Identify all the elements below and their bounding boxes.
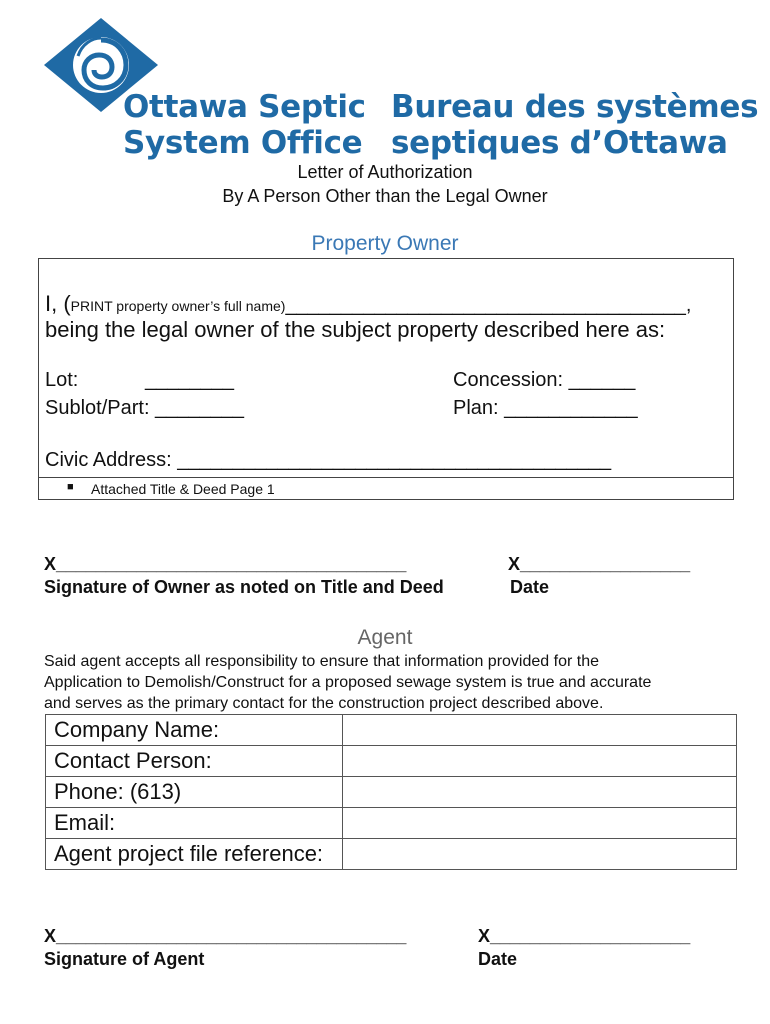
agent-paragraph-line2: Application to Demolish/Construct for a proposed sewage system is true and accurate [44, 674, 652, 691]
concession-field[interactable]: Concession: ______ [453, 369, 636, 391]
agent-paragraph-line1: Said agent accepts all responsibility to ensure that information provided for the [44, 653, 599, 670]
attached-bullet-icon: ■ [67, 481, 74, 493]
attached-title-deed: Attached Title & Deed Page 1 [91, 481, 275, 497]
contact-person-label: Contact Person: [46, 746, 343, 777]
property-owner-heading: Property Owner [311, 232, 459, 255]
lot-field[interactable]: Lot: ________ [45, 369, 235, 391]
agent-info-table [45, 714, 737, 870]
agent-heading: Agent [357, 626, 413, 649]
table-row [46, 839, 737, 870]
agent-date-label: Date [478, 949, 518, 969]
attached-row [39, 477, 733, 500]
owner-name-hint: PRINT property owner’s full name) [70, 298, 286, 314]
table-row [46, 808, 737, 839]
logo-line1-en: Ottawa Septic [123, 89, 366, 125]
civic-address-field[interactable]: Civic Address: _______________________________________ [45, 449, 612, 471]
owner-name-line[interactable] [45, 291, 691, 317]
owner-date-label: Date [510, 577, 550, 597]
agent-signature-label: Signature of Agent [44, 949, 205, 969]
email-value[interactable] [343, 808, 737, 839]
agent-signature-line[interactable]: X___________________________________ [44, 926, 407, 946]
table-row [46, 715, 737, 746]
logo-line2-fr: septiques d’Ottawa [391, 125, 728, 161]
table-row [46, 746, 737, 777]
table-row [46, 777, 737, 808]
agent-file-reference-value[interactable] [343, 839, 737, 870]
logo-line2-en: System Office [123, 125, 363, 161]
logo-line1-fr: Bureau des systèmes [391, 89, 759, 125]
agent-file-reference-label: Agent project file reference: [46, 839, 343, 870]
agent-paragraph-line3: and serves as the primary contact for the construction project described above. [44, 695, 604, 712]
property-owner-box [38, 258, 734, 500]
document-subtitle: By A Person Other than the Legal Owner [222, 186, 548, 206]
owner-name-prefix: I, ( [45, 291, 71, 316]
document-title: Letter of Authorization [297, 162, 473, 182]
owner-signature-label: Signature of Owner as noted on Title and Deed [44, 577, 444, 597]
company-name-value[interactable] [343, 715, 737, 746]
email-label: Email: [46, 808, 343, 839]
sublot-field[interactable]: Sublot/Part: ________ [45, 397, 245, 419]
owner-statement: being the legal owner of the subject property described here as: [45, 317, 666, 342]
plan-field[interactable]: Plan: ____________ [453, 397, 638, 419]
contact-person-value[interactable] [343, 746, 737, 777]
owner-date-line[interactable]: X_________________ [508, 554, 691, 574]
owner-name-blank: ____________________________________, [285, 294, 692, 316]
agent-date-line[interactable]: X____________________ [478, 926, 691, 946]
phone-label: Phone: (613) [46, 777, 343, 808]
phone-value[interactable] [343, 777, 737, 808]
owner-signature-line[interactable]: X___________________________________ [44, 554, 407, 574]
company-name-label: Company Name: [46, 715, 343, 746]
